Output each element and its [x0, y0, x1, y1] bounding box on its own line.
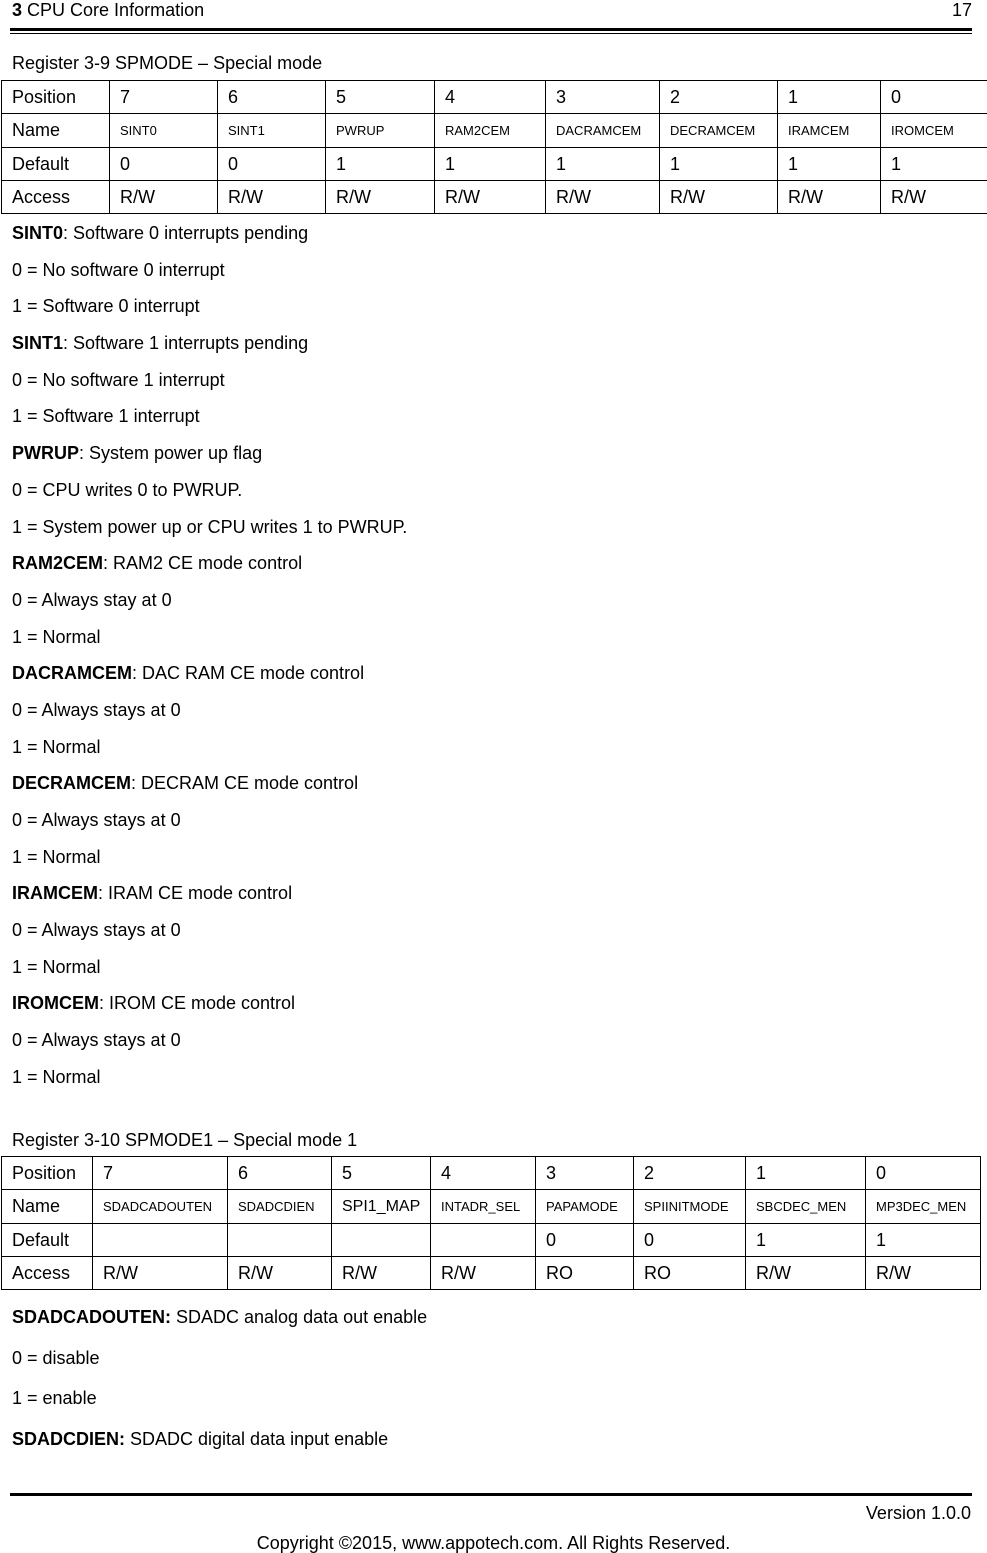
table-cell: SBCDEC_MEN: [746, 1190, 866, 1224]
field-desc: : Software 1 interrupts pending: [63, 333, 309, 354]
field-name: SDADCDIEN:: [12, 1429, 126, 1450]
table-cell: 4: [431, 1157, 536, 1190]
table-cell: 1: [866, 1224, 981, 1257]
field-value: 0 = Always stays at 0: [12, 699, 181, 720]
field-desc: : Software 0 interrupts pending: [63, 223, 309, 243]
register1-descriptions: [12, 223, 972, 1104]
field-desc: : DECRAM CE mode control: [131, 773, 359, 794]
table-cell: MP3DEC_MEN: [866, 1190, 981, 1224]
field-description: [12, 443, 972, 480]
table-row: [2, 1224, 981, 1257]
field-value: 0 = Always stay at 0: [12, 589, 172, 610]
chapter-number: 3: [12, 0, 23, 20]
field-desc: : IROM CE mode control: [99, 993, 296, 1014]
row-label: Position: [2, 81, 110, 114]
table-cell: 1: [326, 148, 435, 181]
row-label: Default: [2, 1224, 93, 1257]
table-cell: 1: [546, 148, 660, 181]
table-cell: RAM2CEM: [435, 114, 546, 148]
field-description: [12, 1429, 972, 1470]
field-value: 1 = Normal: [12, 626, 101, 647]
footer-version: Version 1.0.0: [865, 1503, 971, 1523]
field-description: [12, 1307, 972, 1348]
table-cell: 1: [435, 148, 546, 181]
field-value: 0 = Always stays at 0: [12, 1030, 181, 1051]
table-cell: R/W: [228, 1257, 332, 1290]
table-cell: PWRUP: [326, 114, 435, 148]
table-row: [2, 1257, 981, 1290]
row-label: Access: [2, 181, 110, 214]
table-cell: 1: [746, 1157, 866, 1190]
field-value: 1 = Normal: [12, 846, 101, 867]
table-cell: 1: [746, 1224, 866, 1257]
table-cell: SINT1: [218, 114, 326, 148]
table-cell: R/W: [866, 1257, 981, 1290]
field-value: 1 = enable: [12, 1388, 97, 1409]
footer-rule: [10, 1493, 972, 1496]
table-cell: 0: [218, 148, 326, 181]
field-value: 1 = Software 0 interrupt: [12, 296, 200, 317]
table-cell: 6: [218, 81, 326, 114]
table-cell: R/W: [218, 181, 326, 214]
field-desc: : System power up flag: [79, 443, 263, 464]
field-value: 0 = No software 1 interrupt: [12, 369, 225, 390]
field-description: [12, 773, 972, 810]
field-value: 1 = Normal: [12, 956, 101, 977]
table-cell: R/W: [778, 181, 881, 214]
field-name: RAM2CEM: [12, 553, 104, 574]
field-name: DACRAMCEM: [12, 663, 132, 684]
page-number: 17: [951, 0, 972, 20]
table-cell: 2: [634, 1157, 746, 1190]
field-desc: SDADC analog data out enable: [171, 1307, 428, 1327]
table-cell: 1: [881, 148, 987, 181]
table-cell: R/W: [431, 1257, 536, 1290]
table-cell: SPIINITMODE: [634, 1190, 746, 1224]
field-name: IRAMCEM: [12, 883, 98, 904]
table-cell: SPI1_MAP: [332, 1190, 431, 1224]
field-description: [12, 663, 972, 700]
table-cell: 5: [332, 1157, 431, 1190]
field-value: 0 = Always stays at 0: [12, 920, 181, 941]
table-row: [2, 114, 987, 148]
table-cell: 1: [660, 148, 778, 181]
table-cell: SDADCDIEN: [228, 1190, 332, 1224]
table-cell: 1: [778, 81, 881, 114]
table-cell: R/W: [93, 1257, 228, 1290]
field-value: 0 = No software 0 interrupt: [12, 259, 225, 280]
table-cell: DECRAMCEM: [660, 114, 778, 148]
table-cell: 7: [110, 81, 218, 114]
table-cell: PAPAMODE: [536, 1190, 634, 1224]
row-label: Name: [2, 114, 110, 148]
table-cell: 2: [660, 81, 778, 114]
field-name: PWRUP: [12, 443, 79, 464]
row-label: Access: [2, 1257, 93, 1290]
table-cell: R/W: [332, 1257, 431, 1290]
field-desc: SDADC digital data input enable: [125, 1429, 389, 1450]
table-cell: 6: [228, 1157, 332, 1190]
page-header: [12, 0, 972, 20]
row-label: Name: [2, 1190, 93, 1224]
field-description: [12, 553, 972, 590]
table-cell: 0: [110, 148, 218, 181]
header-rule-thick: [10, 28, 972, 31]
header-rule-thin: [10, 33, 972, 34]
table-cell: R/W: [435, 181, 546, 214]
field-value: 0 = Always stays at 0: [12, 810, 181, 830]
field-description: [12, 223, 972, 260]
field-description: [12, 993, 972, 1030]
table-cell: R/W: [546, 181, 660, 214]
register1-caption: Register 3-9 SPMODE – Special mode: [12, 53, 323, 73]
register2-table: [1, 1156, 981, 1290]
table-cell: 0: [536, 1224, 634, 1257]
footer-copyright: Copyright ©2015, www.appotech.com. All Rights Reserved.: [256, 1533, 731, 1553]
table-row: [2, 148, 987, 181]
table-cell: R/W: [326, 181, 435, 214]
row-label: Default: [2, 148, 110, 181]
field-value: 1 = Normal: [12, 736, 101, 757]
row-label: Position: [2, 1157, 93, 1190]
table-cell: 0: [634, 1224, 746, 1257]
table-cell: INTADR_SEL: [431, 1190, 536, 1224]
table-cell: [93, 1224, 228, 1257]
register2-descriptions: [12, 1307, 972, 1470]
table-row: [2, 1190, 981, 1224]
field-value: 1 = Normal: [12, 1066, 101, 1087]
table-cell: DACRAMCEM: [546, 114, 660, 148]
field-name: DECRAMCEM: [12, 773, 131, 794]
table-cell: IRAMCEM: [778, 114, 881, 148]
field-description: [12, 333, 972, 370]
table-cell: R/W: [881, 181, 987, 214]
table-cell: [332, 1224, 431, 1257]
chapter-title: CPU Core Information: [27, 0, 205, 20]
table-cell: R/W: [746, 1257, 866, 1290]
table-cell: 3: [536, 1157, 634, 1190]
field-name: SDADCADOUTEN:: [12, 1307, 171, 1327]
table-cell: 5: [326, 81, 435, 114]
table-row: [2, 181, 987, 214]
table-cell: RO: [536, 1257, 634, 1290]
table-cell: IROMCEM: [881, 114, 987, 148]
table-cell: 4: [435, 81, 546, 114]
field-name: SINT1: [12, 333, 64, 354]
table-cell: 7: [93, 1157, 228, 1190]
field-desc: : RAM2 CE mode control: [103, 553, 303, 574]
table-row: [2, 81, 987, 114]
table-cell: 3: [546, 81, 660, 114]
table-cell: 1: [778, 148, 881, 181]
register1-table: [1, 80, 987, 214]
table-cell: RO: [634, 1257, 746, 1290]
register2-caption: Register 3-10 SPMODE1 – Special mode 1: [12, 1130, 358, 1150]
field-value: 1 = Software 1 interrupt: [12, 406, 200, 427]
table-cell: [431, 1224, 536, 1257]
field-value: 0 = CPU writes 0 to PWRUP.: [12, 479, 243, 500]
table-cell: R/W: [110, 181, 218, 214]
table-cell: SDADCADOUTEN: [93, 1190, 228, 1224]
table-cell: 0: [866, 1157, 981, 1190]
field-name: SINT0: [12, 223, 64, 243]
table-cell: R/W: [660, 181, 778, 214]
field-name: IROMCEM: [12, 993, 99, 1014]
field-value: 0 = disable: [12, 1347, 100, 1368]
field-desc: : IRAM CE mode control: [98, 883, 293, 904]
field-desc: : DAC RAM CE mode control: [132, 663, 365, 684]
field-value: 1 = System power up or CPU writes 1 to PWRUP.: [12, 516, 408, 537]
table-row: [2, 1157, 981, 1190]
table-cell: SINT0: [110, 114, 218, 148]
table-cell: [228, 1224, 332, 1257]
table-cell: 0: [881, 81, 987, 114]
field-description: [12, 883, 972, 920]
